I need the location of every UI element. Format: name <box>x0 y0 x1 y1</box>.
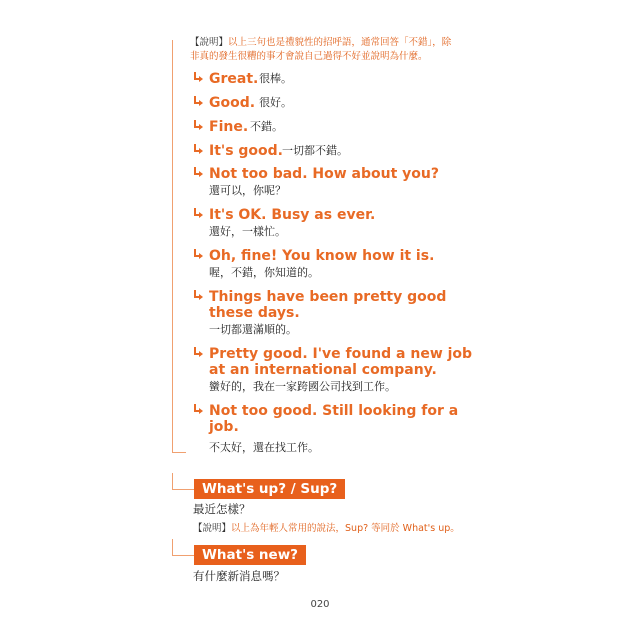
arrow-icon <box>193 404 204 416</box>
phrase-chinese: 還可以，你呢？ <box>209 184 286 197</box>
note-line-2: 非真的發生很糟的事才會說自己過得不好並說明為什麼。 <box>190 51 428 62</box>
bracket-line <box>172 40 173 452</box>
arrow-icon <box>193 72 204 84</box>
phrase-english: Great. <box>209 71 259 87</box>
phrase-chinese: 喔，不錯，你知道的。 <box>209 266 319 279</box>
phrase-english: Good. <box>209 95 256 111</box>
phrase-chinese: 蠻好的，我在一家跨國公司找到工作。 <box>209 380 396 393</box>
phrase-english-line-1: Pretty good. I've found a new job <box>209 346 473 362</box>
note-tag: 【說明】 <box>193 523 232 534</box>
arrow-icon <box>193 249 204 261</box>
phrase-chinese: 很好。 <box>259 96 292 109</box>
section-note <box>193 522 473 536</box>
arrow-icon <box>193 208 204 220</box>
phrase-english: It's OK. Busy as ever. <box>209 207 376 223</box>
phrase-english-line-1: Things have been pretty good <box>209 289 447 305</box>
phrase-chinese: 很棒。 <box>259 72 292 85</box>
phrase-chinese: 不太好，還在找工作。 <box>209 441 319 454</box>
phrase-english: Fine. <box>209 119 249 135</box>
phrase-english-line-2: these days. <box>209 305 300 321</box>
note-text: 以上為年輕人常用的說法，Sup? 等同於 What's up。 <box>231 523 460 534</box>
note-tag: 【說明】 <box>190 37 229 48</box>
bracket-foot <box>172 452 186 453</box>
arrow-icon <box>193 120 204 132</box>
phrase-english: Not too bad. How about you? <box>209 166 439 182</box>
phrase-english: Oh, fine! You know how it is. <box>209 248 435 264</box>
section-title: What's up? / Sup? <box>194 479 345 499</box>
page-number: 020 <box>310 599 330 610</box>
arrow-icon <box>193 347 204 359</box>
phrase-english-line-2: job. <box>209 419 239 435</box>
phrase-english: It's good. <box>209 143 283 159</box>
phrase-chinese: 還好，一樣忙。 <box>209 225 286 238</box>
section-meaning: 最近怎樣？ <box>193 502 251 516</box>
phrase-english-line-1: Not too good. Still looking for a <box>209 403 459 419</box>
arrow-icon <box>193 290 204 302</box>
note-line-1: 以上三句也是禮貌性的招呼語，通常回答「不錯」，除 <box>228 37 452 48</box>
arrow-icon <box>193 167 204 179</box>
phrase-english-line-2: at an international company. <box>209 362 437 378</box>
phrase-chinese: 一切都不錯。 <box>282 144 348 157</box>
arrow-icon <box>193 96 204 108</box>
arrow-icon <box>193 144 204 156</box>
phrase-chinese: 不錯。 <box>250 120 283 133</box>
section-meaning: 有什麼新消息嗎？ <box>193 569 285 583</box>
section-title: What's new? <box>194 545 306 565</box>
explanation-note <box>190 36 465 64</box>
phrase-chinese: 一切都還滿順的。 <box>209 323 297 336</box>
